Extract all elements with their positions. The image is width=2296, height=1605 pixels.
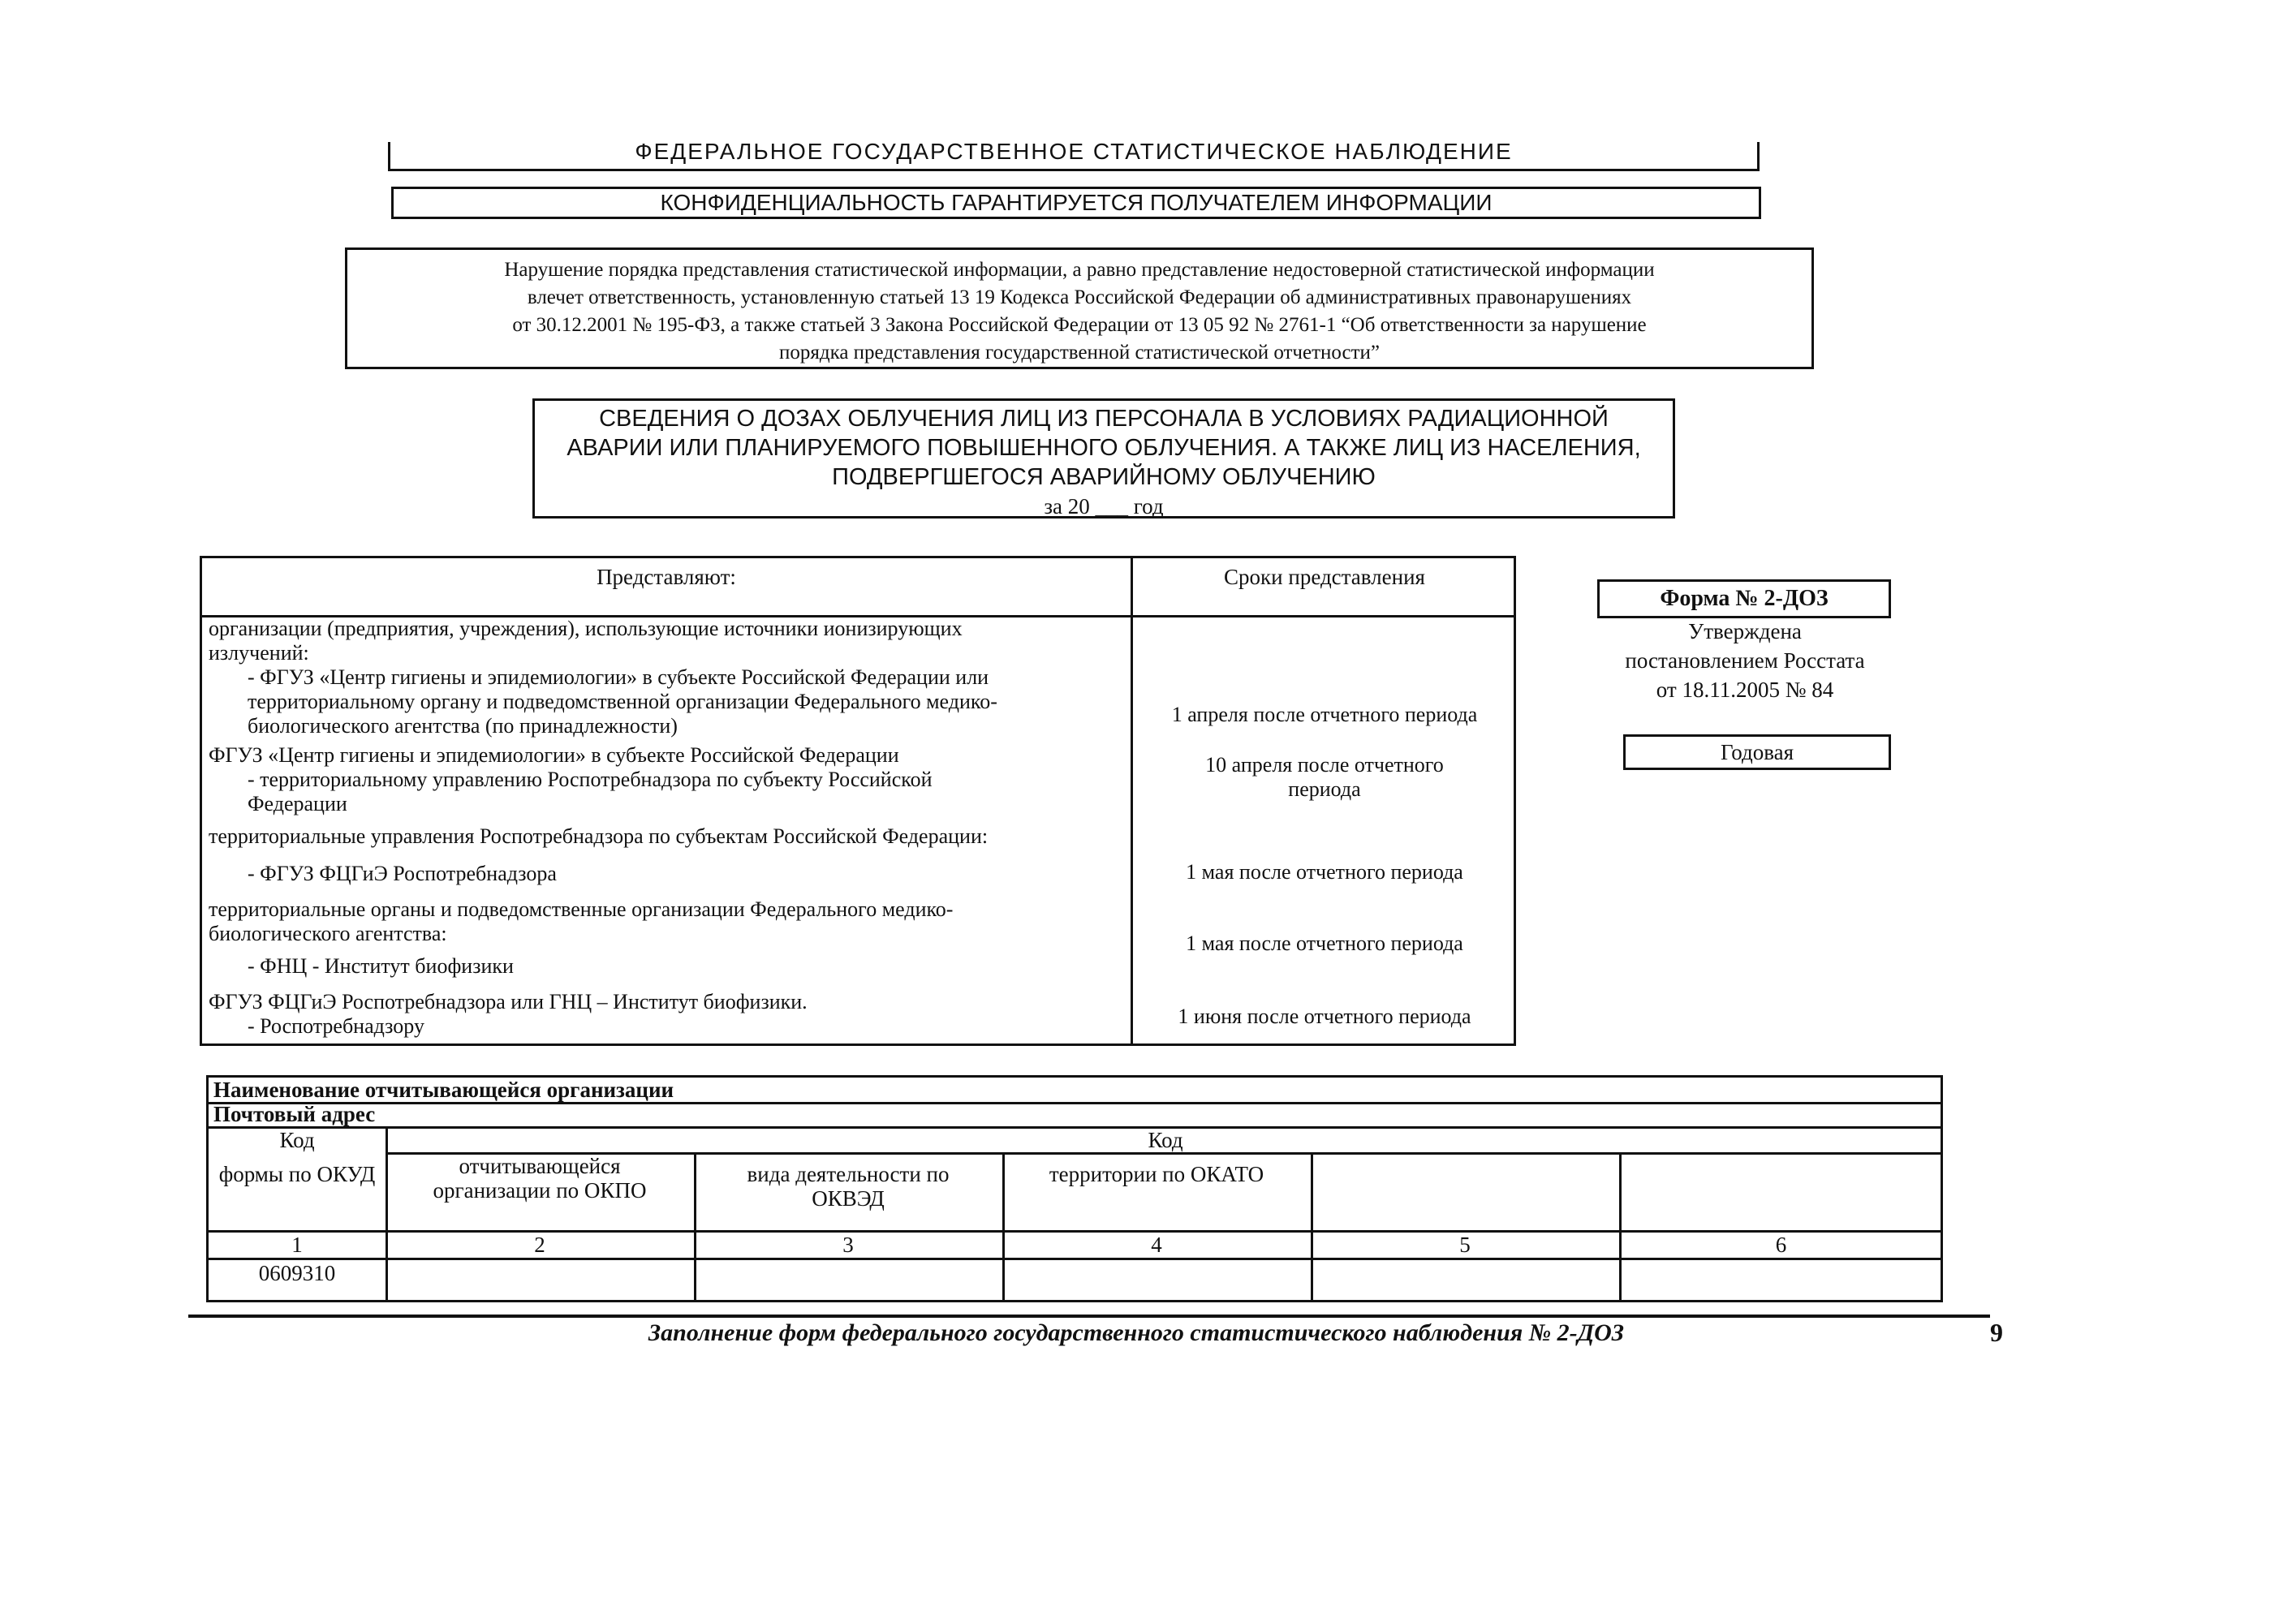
postal-address-label: Почтовый адрес <box>213 1102 376 1126</box>
col-okud: формы по ОКУД <box>218 1162 376 1186</box>
submitter-line: территориальные управления Роспотребнадзора по субъектам Российской Федерации: <box>209 824 989 848</box>
org-name-label: Наименование отчитывающейся организации <box>213 1078 674 1102</box>
row-divider <box>209 1258 1941 1260</box>
submission-row <box>209 990 1124 1039</box>
submitter-line: Федерации <box>248 792 347 815</box>
report-year: за 20 ___ год <box>1044 494 1164 519</box>
deadline: 1 июня после отчетного периода <box>1178 1005 1471 1028</box>
confidentiality-box <box>391 187 1761 219</box>
submitter-line: ФГУЗ ФЦГиЭ Роспотребнадзора или ГНЦ – Институт биофизики. <box>209 990 808 1013</box>
form-number: Форма № 2-ДОЗ <box>1597 579 1891 618</box>
col-number: 5 <box>1459 1233 1471 1257</box>
col-number: 3 <box>842 1233 854 1257</box>
report-title-line: СВЕДЕНИЯ О ДОЗАХ ОБЛУЧЕНИЯ ЛИЦ ИЗ ПЕРСОНАЛА В УСЛОВИЯХ РАДИАЦИОННОЙ <box>599 406 1609 432</box>
report-title-line: АВАРИИ ИЛИ ПЛАНИРУЕМОГО ПОВЫШЕННОГО ОБЛУЧЕНИЯ. А ТАКЖЕ ЛИЦ ИЗ НАСЕЛЕНИЯ, <box>566 435 1641 461</box>
organization-table <box>206 1075 1943 1302</box>
submitter-line: - территориальному управлению Роспотребнадзора по субъекту Российской <box>248 768 933 791</box>
report-title-line: ПОДВЕРГШЕГОСЯ АВАРИЙНОМУ ОБЛУЧЕНИЮ <box>832 464 1376 490</box>
submitter-line: - ФНЦ - Институт биофизики <box>248 954 514 978</box>
col-okato: территории по ОКАТО <box>1049 1162 1264 1186</box>
liability-warning <box>345 247 1814 369</box>
footer-caption: Заполнение форм федерального государственного статистического наблюдения № 2-ДОЗ <box>648 1319 1625 1346</box>
period-badge: Годовая <box>1623 734 1891 770</box>
col-divider <box>1311 1152 1313 1300</box>
col-divider <box>386 1126 388 1300</box>
submission-row <box>209 824 1124 886</box>
submitter-line: территориальные органы и подведомственные организации Федерального медико- <box>209 897 954 921</box>
submitter-line: биологического агентства: <box>209 922 447 945</box>
deadlines-header: Сроки представления <box>1224 565 1425 589</box>
warning-line: Нарушение порядка представления статистической информации, а равно представление недостоверной статистической информации <box>504 259 1655 281</box>
submitter-line: территориальному органу и подведомственной организации Федерального медико- <box>248 690 997 713</box>
col-divider <box>694 1152 696 1300</box>
submitter-line: - ФГУЗ «Центр гигиены и эпидемиологии» в субъекте Российской Федерации или <box>248 665 989 689</box>
col-okpo: отчитывающейся организации по ОКПО <box>433 1154 647 1203</box>
code-label: Код <box>279 1128 315 1152</box>
col-divider <box>1619 1152 1622 1300</box>
approval-line: постановлением Росстата <box>1625 648 1865 673</box>
col-number: 4 <box>1151 1233 1162 1257</box>
warning-line: порядка представления государственной статистической отчетности” <box>778 342 1381 364</box>
col-okved: вида деятельности по ОКВЭД <box>747 1162 950 1211</box>
submitter-line: ФГУЗ «Центр гигиены и эпидемиологии» в субъекте Российской Федерации <box>209 743 899 767</box>
page-number: 9 <box>1990 1318 2003 1347</box>
row-divider <box>209 1102 1941 1104</box>
code-label: Код <box>1148 1128 1183 1152</box>
approval-line: от 18.11.2005 № 84 <box>1656 678 1834 702</box>
deadline: 1 мая после отчетного периода <box>1186 860 1463 884</box>
footer-rule <box>188 1315 1990 1318</box>
header-rule <box>388 169 1760 171</box>
submission-row <box>209 617 1124 738</box>
submission-row <box>209 897 1124 979</box>
okud-value: 0609310 <box>258 1261 336 1285</box>
submitter-line: излучений: <box>209 641 309 665</box>
submission-row <box>209 743 1124 816</box>
deadline: 1 апреля после отчетного периода <box>1171 703 1478 726</box>
confidentiality-text: КОНФИДЕНЦИАЛЬНОСТЬ ГАРАНТИРУЕТСЯ ПОЛУЧАТЕЛЕМ ИНФОРМАЦИИ <box>660 190 1493 215</box>
col-divider <box>1002 1152 1005 1300</box>
submitter-line: биологического агентства (по принадлежности) <box>248 714 678 738</box>
warning-line: влечет ответственность, установленную статьей 13 19 Кодекса Российской Федерации об административных правонарушениях <box>527 286 1632 308</box>
federal-title: ФЕДЕРАЛЬНОЕ ГОСУДАРСТВЕННОЕ СТАТИСТИЧЕСКОЕ НАБЛЮДЕНИЕ <box>635 139 1513 164</box>
approval-info <box>1591 617 1899 704</box>
col-number: 2 <box>534 1233 545 1257</box>
submitter-line: организации (предприятия, учреждения), использующие источники ионизирующих <box>209 617 963 640</box>
deadline: 1 мая после отчетного периода <box>1186 932 1463 955</box>
deadline: 10 апреля после отчетного периода <box>1205 753 1444 801</box>
approval-line: Утверждена <box>1688 619 1802 643</box>
col-number: 6 <box>1775 1233 1787 1257</box>
col-number: 1 <box>291 1233 303 1257</box>
submitter-line: - Роспотребнадзору <box>248 1014 424 1038</box>
report-title-box <box>532 398 1675 519</box>
submission-table <box>200 556 1516 1046</box>
submitters-header: Представляют: <box>597 565 736 589</box>
warning-line: от 30.12.2001 № 195-ФЗ, а также статьей 3 Закона Российской Федерации от 13 05 92 № 2761-1 “Об ответственности за нарушение <box>512 314 1647 336</box>
submitter-line: - ФГУЗ ФЦГиЭ Роспотребнадзора <box>248 862 557 885</box>
column-divider <box>1131 558 1133 1043</box>
